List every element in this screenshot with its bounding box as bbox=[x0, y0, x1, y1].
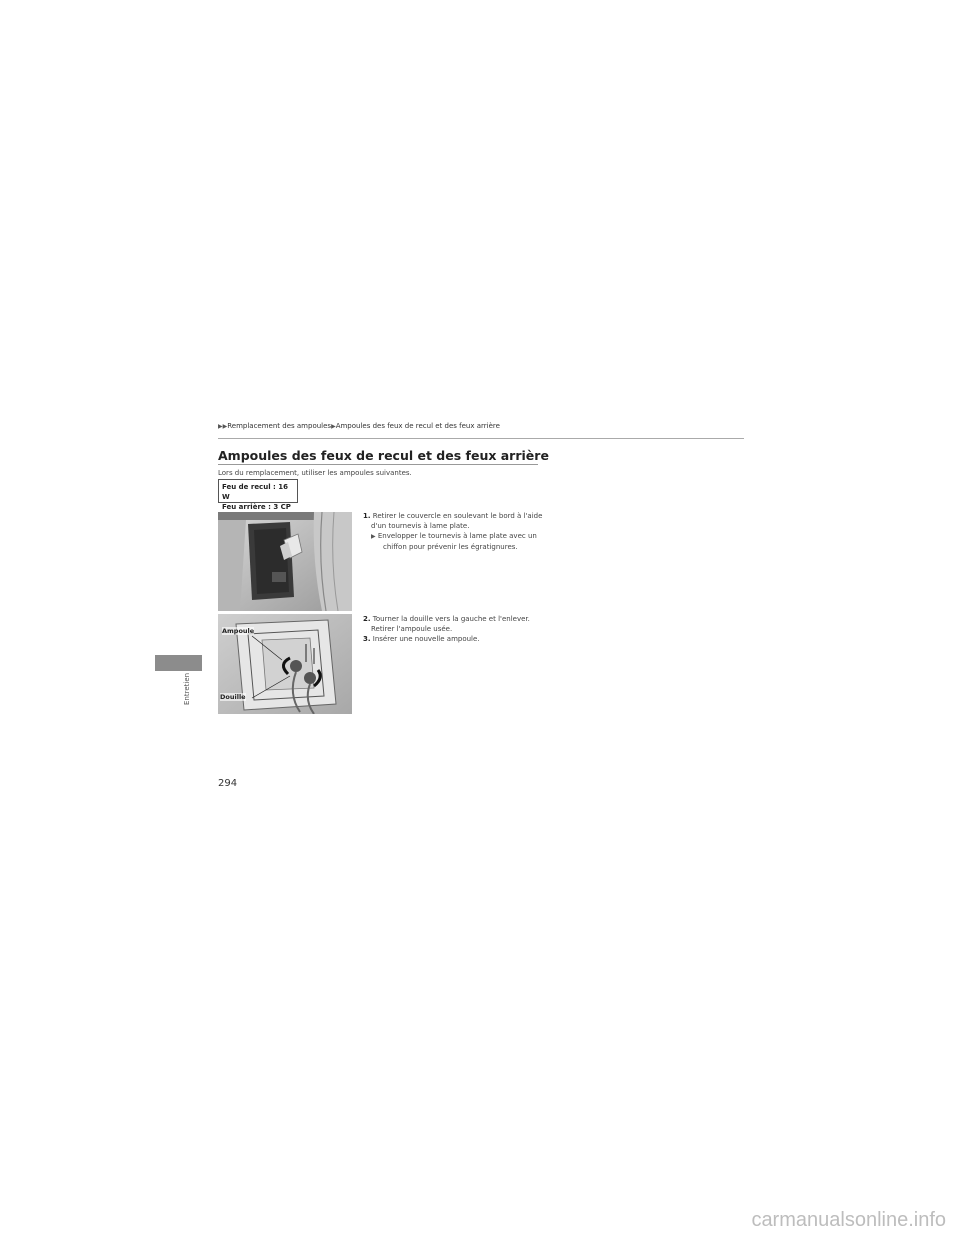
page-number: 294 bbox=[218, 778, 238, 789]
section-tab[interactable] bbox=[155, 655, 202, 671]
step-number: 1. bbox=[363, 512, 371, 520]
breadcrumb-item-1[interactable]: Remplacement des ampoules bbox=[227, 422, 332, 430]
step-number: 2. bbox=[363, 615, 371, 623]
step-note: Envelopper le tournevis à lame plate avec un bbox=[377, 532, 537, 540]
step-text: Insérer une nouvelle ampoule. bbox=[372, 635, 480, 643]
step-text: d'un tournevis à lame plate. bbox=[371, 522, 470, 530]
step-text: Tourner la douille vers la gauche et l'enlever. bbox=[372, 615, 530, 623]
breadcrumb-item-2[interactable]: Ampoules des feux de recul et des feux arrière bbox=[335, 422, 500, 430]
arrow-right-icon: ▶ bbox=[371, 533, 376, 540]
step-2 bbox=[363, 614, 530, 634]
spec-backup-light: Feu de recul : 16 W bbox=[222, 483, 289, 501]
section-label: Entretien bbox=[183, 672, 191, 705]
watermark: carmanualsonline.info bbox=[751, 1209, 946, 1231]
step-text: Retirer le couvercle en soulevant le bord à l'aide bbox=[372, 512, 543, 520]
spec-tail-light: Feu arrière : 3 CP bbox=[222, 503, 291, 511]
intro-text: Lors du remplacement, utiliser les ampoules suivantes. bbox=[218, 469, 412, 477]
step-text: Retirer l'ampoule usée. bbox=[371, 625, 453, 633]
step-1 bbox=[363, 511, 542, 552]
header-divider bbox=[218, 438, 744, 439]
page-title: Ampoules des feux de recul et des feux arrière bbox=[218, 448, 549, 463]
step-number: 3. bbox=[363, 635, 371, 643]
cover-removal-illustration bbox=[218, 512, 352, 611]
step-3 bbox=[363, 634, 480, 644]
figure-socket-bulb bbox=[218, 614, 352, 714]
figure-cover-removal bbox=[218, 512, 352, 611]
label-socket: Douille bbox=[220, 693, 246, 701]
breadcrumb bbox=[218, 422, 500, 430]
title-underline bbox=[218, 464, 538, 465]
bulb-spec-box bbox=[218, 479, 298, 511]
breadcrumb-arrow-icon: ▶ bbox=[331, 423, 336, 430]
breadcrumb-arrow-icon: ▶▶ bbox=[218, 423, 228, 430]
step-note: chiffon pour prévenir les égratignures. bbox=[383, 543, 518, 551]
label-bulb: Ampoule bbox=[222, 627, 255, 635]
